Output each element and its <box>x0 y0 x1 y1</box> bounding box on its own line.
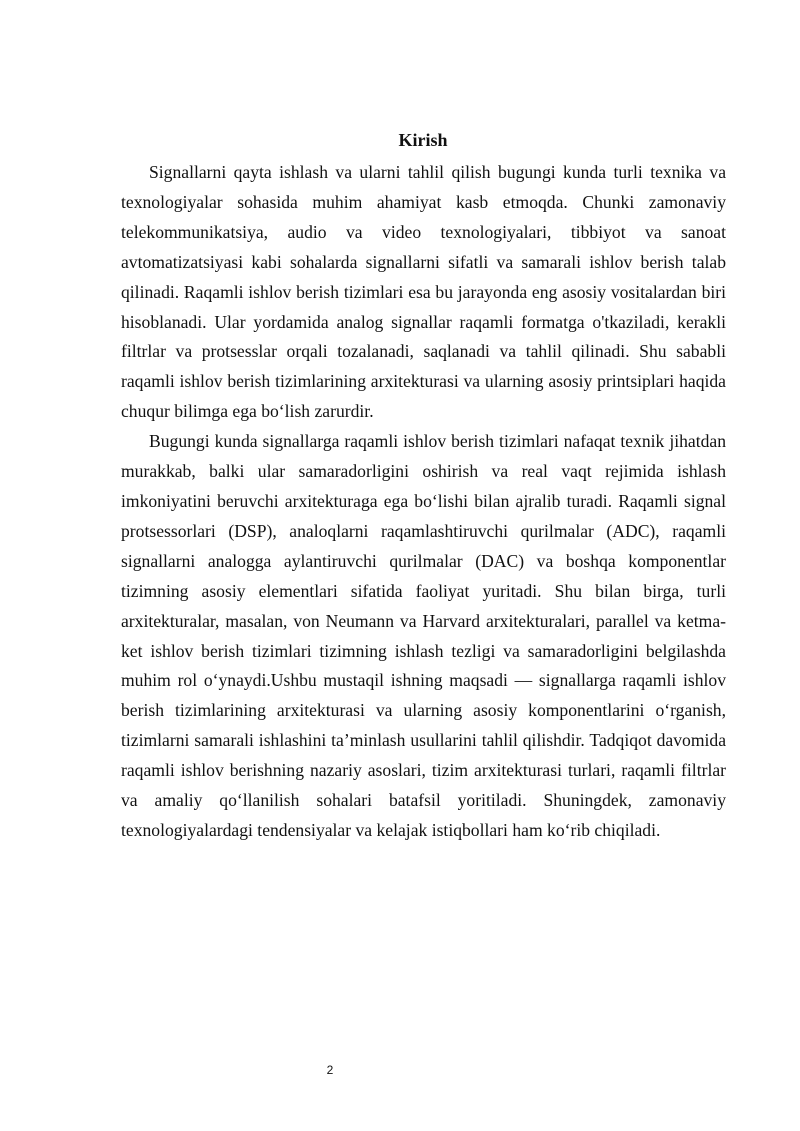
section-heading: Kirish <box>398 130 448 150</box>
paragraph-2: Bugungi kunda signallarga raqamli ishlov berish tizimlari nafaqat texnik jihatdan murakkab, balki ular samaradorligini oshirish va real vaqt rejimida ishlash imkoniyatini beruvchi arxitekturaga ega bo‘lishi bilan ajralib turadi. Raqamli signal protsessorlari (DSP), analoqlarni raqamlashtiruvchi qurilmalar (ADC), raqamli signallarni analogga aylantiruvchi qurilmalar (DAC) va boshqa komponentlar tizimning asosiy elementlari sifatida faoliyat yuritadi. Shu bilan birga, turli arxitekturalar, masalan, von Neumann va Harvard arxitekturalari, parallel va ketma-ket ishlov berish tizimlari tizimning ishlash tezligi va samaradorligini belgilashda muhim rol o‘ynaydi.Ushbu mustaqil ishning maqsadi — signallarga raqamli ishlov berish tizimlarining arxitekturasi va ularning asosiy komponentlarini o‘rganish, tizimlarni samarali ishlashini ta’minlash usullarini tahlil qilishdir. Tadqiqot davomida raqamli ishlov berishning nazariy asoslari, tizim arxitekturasi turlari, raqamli filtrlar va amaliy qo‘llanilish sohalari batafsil yoritiladi. Shuningdek, zamonaviy texnologiyalardagi tendensiyalar va kelajak istiqbollari ham ko‘rib chiqiladi. <box>121 431 726 840</box>
page-number: 2 <box>326 1063 334 1077</box>
body-text <box>121 158 726 846</box>
paragraph-1: Signallarni qayta ishlash va ularni tahlil qilish bugungi kunda turli texnika va texnologiyalar sohasida muhim ahamiyat kasb etmoqda. Chunki zamonaviy telekommunikatsiya, audio va video texnologiyalari, tibbiyot va sanoat avtomatizatsiyasi kabi sohalarda signallarni sifatli va samarali ishlov berish talab qilinadi. Raqamli ishlov berish tizimlari esa bu jarayonda eng asosiy vositalardan biri hisoblanadi. Ular yordamida analog signallar raqamli formatga o'tkaziladi, kerakli filtrlar va protsesslar orqali tozalanadi, saqlanadi va tahlil qilinadi. Shu sababli raqamli ishlov berish tizimlarining arxitekturasi va ularning asosiy printsiplari haqida chuqur bilimga ega bo‘lish zarurdir. <box>121 162 726 422</box>
